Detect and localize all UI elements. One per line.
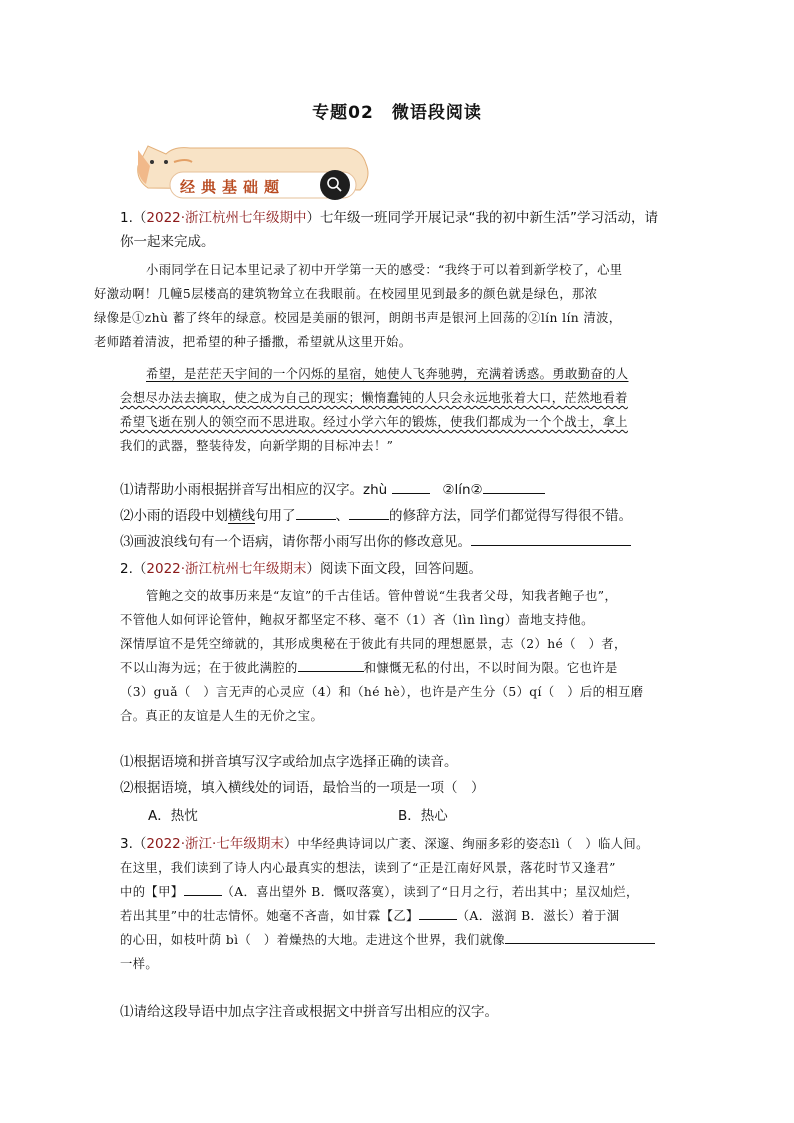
q2-sub1: ⑴根据语境和拼音填写汉字或给加点字选择正确的读音。: [120, 754, 458, 770]
q2-passage: 管鲍之交的故事历来是“友谊”的千古佳话。管仲曾说“生我者父母，知我者鲍子也”， 不管他人如何评论管仲，鲍叔牙都坚定不移、毫不（1）吝（lìn lìng）啬地支持他。 深情厚谊不是凭空缔就的，其形成奥秘在于彼此有共同的理想愿景，志（2）hé（ ）者， 不以山海为远；在于彼此满腔的 和慷慨无私的付出，不以时间为限。它也许是 （3）guǎ（ ）言无声的心灵应（4）和（hé hè），也许是产生分（5）qí（ ）后的相互磨 合。真正的友谊是人生的无价之宝。: [120, 589, 644, 723]
answer-blank[interactable]: [419, 905, 457, 920]
answer-blank[interactable]: [392, 479, 430, 494]
section-badge: [130, 140, 375, 204]
underlined-sentence: 希望，是茫茫天宇间的一个闪烁的星宿，她使人飞奔驰骋，充满着诱惑。勇敢勤奋的人: [146, 367, 629, 381]
badge-label: 经典基础题: [180, 178, 286, 196]
answer-blank[interactable]: [471, 531, 631, 546]
q1-source: 2022·浙江杭州七年级期中: [146, 210, 307, 226]
answer-blank[interactable]: [349, 505, 389, 520]
q1-stem: 1.（2022·浙江杭州七年级期中）七年级一班同学开展记录“我的初中新生活”学习活动，请 你一起来完成。: [120, 210, 659, 250]
page-title: 专题02 微语段阅读: [312, 103, 482, 123]
q1-passage-1: 小雨同学在日记本里记录了初中开学第一天的感受：“我终于可以着到新学校了，心里 好激动啊！几幢5层楼高的建筑物耸立在我眼前。在校园里见到最多的颜色就是绿色，那浓 绿像是①zhù 蓄了终年的绿意。校园是美丽的银河，朗朗书声是银河上回荡的②lín lín 清波， 老师踏着清波，把希望的种子播撒，希望就从这里开始。: [94, 263, 623, 349]
option-a[interactable]: A．热忱: [148, 808, 198, 824]
q3-source: 2022·浙江·七年级期末: [146, 836, 284, 852]
q2-source: 2022·浙江杭州七年级期末: [146, 561, 307, 577]
answer-blank[interactable]: [505, 929, 655, 944]
answer-blank[interactable]: [184, 881, 222, 896]
q3-sub1: ⑴请给这段导语中加点字注音或根据文中拼音写出相应的汉字。: [120, 1004, 498, 1020]
wavy-sentence-1: 会想尽办法去摘取，使之成为自己的现实；懒惰蠢钝的人只会永远地张着大口，茫然地看着: [120, 391, 628, 405]
wavy-sentence-2: 希望飞逝在别人的领空而不思进取。经过小学六年的锻炼，使我们都成为一个个战士，拿上: [120, 415, 628, 429]
q1-sub2: ⑵小雨的语段中划横线句用了 、 的修辞方法，同学们都觉得写得很不错。: [120, 504, 676, 528]
q1-sub1: ⑴请帮助小雨根据拼音写出相应的汉字。zhù ②lín②: [120, 478, 676, 502]
q3-passage: 3.（2022·浙江·七年级期末）中华经典诗词以广袤、深邃、绚丽多彩的姿态lì（ ）临人间。 在这里，我们读到了诗人内心最真实的想法，读到了“正是江南好风景，落花时节又逢君” 中的【甲】 （A．喜出望外 B．慨叹落寞），读到了“日月之行，若出其中；星汉灿烂， 若出其里”中的壮志情怀。她毫不吝啬，如甘霖【乙】 （A．滋润 B．滋长）着于涸 的心田，如枝叶荫 bì（ ）着燥热的大地。走进这个世界，我们就像 一样。: [120, 832, 676, 976]
answer-blank[interactable]: [483, 479, 545, 494]
q2-sub2: ⑵根据语境，填入横线处的词语，最恰当的一项是一项（ ）: [120, 780, 485, 796]
q1-passage-2: 希望，是茫茫天宇间的一个闪烁的星宿，她使人飞奔驰骋，充满着诱惑。勇敢勤奋的人 会想尽办法去摘取，使之成为自己的现实；懒惰蠢钝的人只会永远地张着大口，茫然地看着 希望飞逝在别人的领空而不思进取。经过小学六年的锻炼，使我们都成为一个个战士，拿上 我们的武器，整装待发，向新学期的目标冲去！”: [120, 367, 629, 453]
q1-sub3: ⑶画波浪线句有一个语病，请你帮小雨写出你的修改意见。: [120, 530, 676, 554]
q2-stem: 2.（2022·浙江杭州七年级期末）阅读下面文段，回答问题。: [120, 561, 483, 577]
answer-blank[interactable]: [298, 657, 364, 672]
option-b[interactable]: B．热心: [398, 808, 448, 824]
answer-blank[interactable]: [296, 505, 336, 520]
